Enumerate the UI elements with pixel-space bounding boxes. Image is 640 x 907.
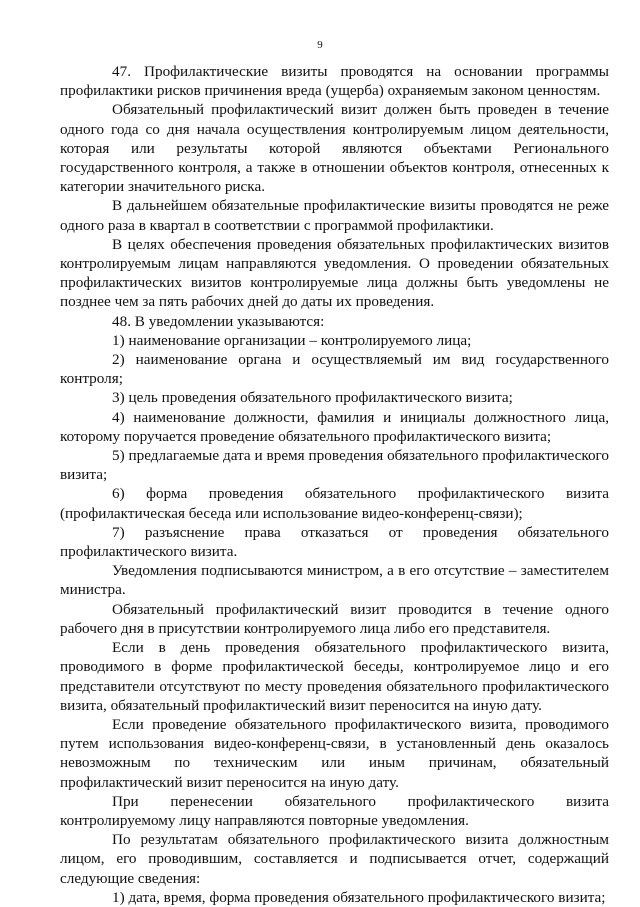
list-item-2: 2) наименование органа и осуществляемый им вид государственного контроля; [60, 351, 609, 388]
paragraph-absence: Если в день проведения обязательного профилактического визита, проводимого в форме профилактической беседы, контролируемое лицо и его представители отсутствуют по месту проведения обязательного профилактического визита, обязательный профилактический визит переносится на иную дату. [60, 639, 609, 714]
paragraph-report: По результатам обязательного профилактического визита должностным лицом, его проводившим, составляется и подписывается отчет, содержащий следующие сведения: [60, 831, 609, 887]
paragraph-visit-duration: Обязательный профилактический визит проводится в течение одного рабочего дня в присутствии контролируемого лица либо его представителя. [60, 600, 609, 637]
list-item-7: 7) разъяснение права отказаться от проведения обязательного профилактического визита. [60, 523, 609, 561]
paragraph-signing: Уведомления подписываются министром, а в его отсутствие – заместителем министра. [60, 562, 609, 599]
paragraph-48: 48. В уведомлении указываются: [112, 312, 325, 330]
paragraph-mandatory-visit: Обязательный профилактический визит должен быть проведен в течение одного года со дня начала осуществления контролируемым лицом деятельности, которая или результаты которой являются объектами Регионального государственного контроля, а также в отношении объектов контроля, отнесенных к категории значительного риска. [60, 101, 609, 196]
document-body [60, 62, 609, 907]
paragraph-video-failure: Если проведение обязательного профилактического визита, проводимого путем использования видео-конференц-связи, в установленный день оказалось невозможным по техническим или иным причинам, обязательный профилактический визит переносится на иную дату. [60, 715, 609, 791]
list-item-3: 3) цель проведения обязательного профилактического визита; [112, 389, 513, 407]
list-item-1: 1) наименование организации – контролируемого лица; [112, 331, 472, 349]
list-item-4: 4) наименование должности, фамилия и инициалы должностного лица, которому поручается проведение обязательного профилактического визита; [60, 408, 609, 445]
paragraph-47: 47. Профилактические визиты проводятся на основании программы профилактики рисков причинения вреда (ущерба) охраняемым законом ценностям. [60, 63, 609, 100]
report-item-1: 1) дата, время, форма проведения обязательного профилактического визита; [112, 888, 606, 906]
page-number: 9 [317, 39, 323, 51]
paragraph-quarterly-visits: В дальнейшем обязательные профилактические визиты проводятся не реже одного раза в квартал в соответствии с программой профилактики. [60, 197, 609, 234]
list-item-5: 5) предлагаемые дата и время проведения обязательного профилактического визита; [60, 447, 609, 484]
paragraph-notifications: В целях обеспечения проведения обязательных профилактических визитов контролируемым лицам направляются уведомления. О проведении обязательных профилактических визитов контролируемые лица должны быть уведомлены не позднее чем за пять рабочих дней до даты их проведения. [60, 235, 609, 311]
list-item-6: 6) форма проведения обязательного профилактического визита (профилактическая беседа или использование видео-конференц-связи); [60, 485, 609, 522]
paragraph-rescheduling: При перенесении обязательного профилактического визита контролируемому лицу направляются повторные уведомления. [60, 792, 609, 829]
